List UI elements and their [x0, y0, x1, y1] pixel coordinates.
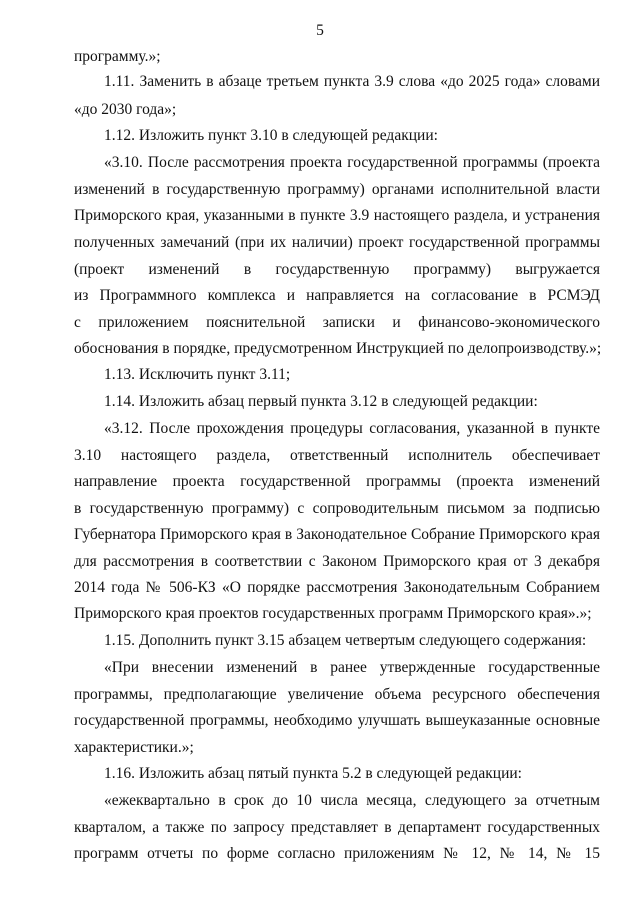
text-line: 1.16. Изложить абзац пятый пункта 5.2 в следующей редакции:	[104, 765, 522, 782]
text-line: Губернатора Приморского края в Законодательное Собрание Приморского края	[74, 526, 600, 543]
text-line: государственной программы, необходимо улучшать вышеуказанные основные	[74, 712, 600, 729]
text-line: кварталом, а также по запросу представляет в департамент государственных	[74, 819, 600, 836]
text-line: 1.13. Исключить пункт 3.11;	[104, 366, 291, 383]
text-line: Приморского края, указанными в пункте 3.9 настоящего раздела, и устранения	[74, 207, 600, 224]
text-line: «до 2030 года»;	[74, 101, 177, 118]
text-line: 1.14. Изложить абзац первый пункта 3.12 в следующей редакции:	[104, 393, 538, 410]
text-line: 2014 года № 506-КЗ «О порядке рассмотрения Законодательным Собранием	[74, 579, 600, 596]
text-line: (проект изменений в государственную программу) выгружается	[74, 261, 600, 278]
text-line: «3.10. После рассмотрения проекта государственной программы (проекта	[104, 154, 600, 171]
text-line: изменений в государственную программу) органами исполнительной власти	[74, 181, 600, 198]
page-number: 5	[316, 22, 324, 39]
text-line: 1.11. Заменить в абзаце третьем пункта 3.9 слова «до 2025 года» словами	[104, 73, 600, 90]
text-line: «При внесении изменений в ранее утвержденные государственные	[104, 659, 600, 676]
text-line: «ежеквартально в срок до 10 числа месяца, следующего за отчетным	[104, 792, 600, 809]
text-line: 3.10 настоящего раздела, ответственный исполнитель обеспечивает	[74, 447, 600, 464]
text-line: направление проекта государственной программы (проекта изменений	[74, 473, 600, 490]
text-line: «3.12. После прохождения процедуры согласования, указанной в пункте	[104, 420, 600, 437]
text-line: характеристики.»;	[74, 739, 194, 756]
text-line: программы, предполагающие увеличение объема ресурсного обеспечения	[74, 686, 600, 703]
text-line: Приморского края проектов государственных программ Приморского края».»;	[74, 605, 592, 622]
text-line: 1.15. Дополнить пункт 3.15 абзацем четвертым следующего содержания:	[104, 632, 587, 649]
text-line: полученных замечаний (при их наличии) проект государственной программы	[74, 234, 600, 251]
text-line: программу.»;	[74, 48, 161, 65]
text-line: программ отчеты по форме согласно приложениям № 12, № 14, № 15	[74, 845, 600, 862]
text-line: для рассмотрения в соответствии с Законом Приморского края от 3 декабря	[74, 553, 600, 570]
text-line: из Программного комплекса и направляется на согласование в РСМЭД	[74, 287, 600, 304]
text-line: 1.12. Изложить пункт 3.10 в следующей редакции:	[104, 127, 438, 144]
text-line: обоснования в порядке, предусмотренном Инструкцией по делопроизводству.»;	[74, 340, 602, 357]
text-line: в государственную программу) с сопроводительным письмом за подписью	[74, 500, 600, 517]
text-line: с приложением пояснительной записки и финансово-экономического	[74, 314, 600, 331]
